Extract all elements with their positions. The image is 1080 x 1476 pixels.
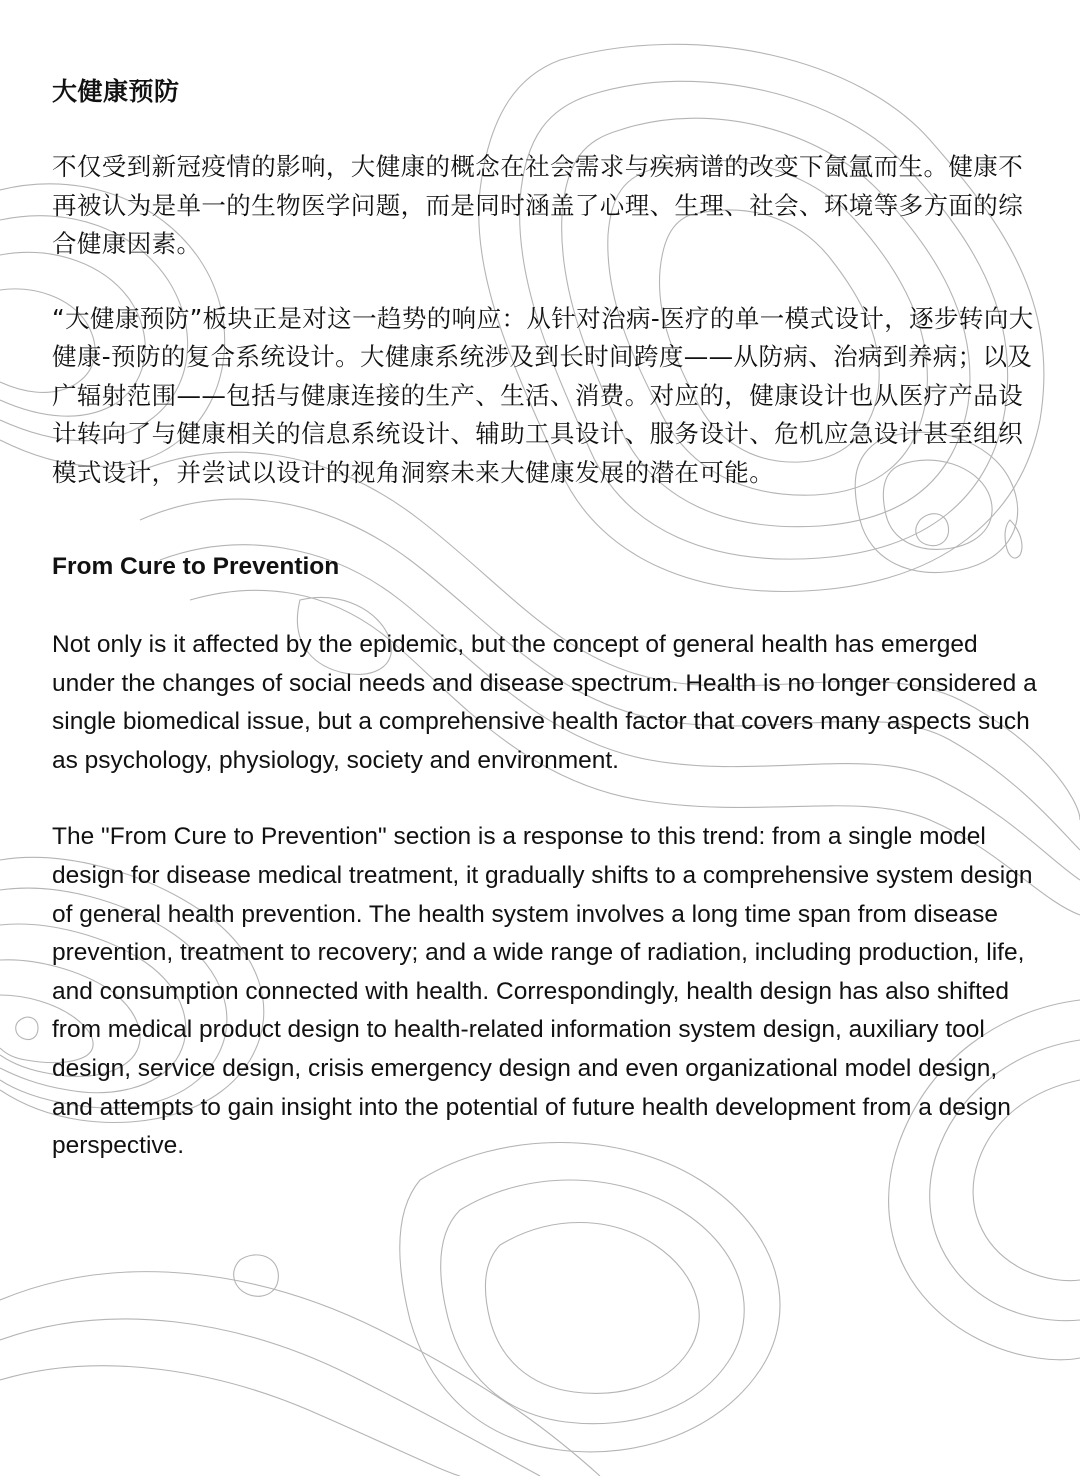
- english-paragraph-1: Not only is it affected by the epidemic, but the concept of general health has emerged under the changes of social needs and disease spectrum. Health is no longer considered a single biomedical issue, but a comprehensive health factor that covers many aspects such as psychology, physiology, society and environment.: [52, 631, 1037, 774]
- chinese-paragraph-1: 不仅受到新冠疫情的影响，大健康的概念在社会需求与疾病谱的改变下氤氲而生。健康不再被认为是单一的生物医学问题，而是同时涵盖了心理、生理、社会、环境等多方面的综合健康因素。: [52, 152, 1024, 258]
- chinese-heading: 大健康预防: [52, 77, 180, 106]
- english-section: [52, 548, 1042, 1166]
- article-content: [52, 72, 1042, 1204]
- chinese-section: [52, 72, 1042, 492]
- chinese-paragraph-2: “大健康预防”板块正是对这一趋势的响应：从针对治病-医疗的单一模式设计，逐步转向大健康-预防的复合系统设计。大健康系统涉及到长时间跨度——从防病、治病到养病；以及广辐射范围——包括与健康连接的生产、生活、消费。对应的，健康设计也从医疗产品设计转向了与健康相关的信息系统设计、辅助工具设计、服务设计、危机应急设计甚至组织模式设计，并尝试以设计的视角洞察未来大健康发展的潜在可能。: [52, 303, 1034, 487]
- english-paragraph-2: The "From Cure to Prevention" section is a response to this trend: from a single model design for disease medical treatment, it gradually shifts to a comprehensive system design of general health prevention. The health system involves a long time span from disease prevention, treatment to recovery; and a wide range of radiation, including production, life, and consumption connected with health. Correspondingly, health design has also shifted from medical product design to health-related information system design, auxiliary tool design, service design, crisis emergency design and even organizational model design, and attempts to gain insight into the potential of future health development from a design perspective.: [52, 823, 1033, 1160]
- english-heading: From Cure to Prevention: [52, 553, 340, 580]
